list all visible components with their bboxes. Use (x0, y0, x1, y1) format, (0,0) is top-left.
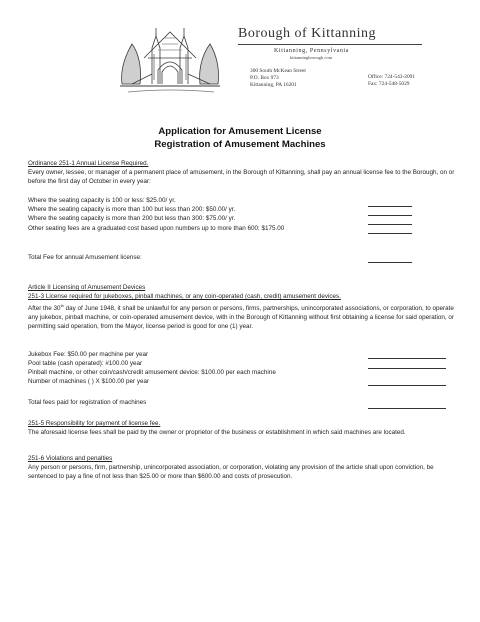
violations-section (28, 454, 458, 481)
article-section (28, 283, 458, 331)
letterhead (238, 26, 430, 60)
org-website: kittanningborough.com (290, 55, 333, 60)
responsibility-heading: 251-5 Responsibility for payment of license fee. (28, 420, 161, 427)
fee-blank[interactable] (368, 224, 412, 225)
org-name: Borough of Kittanning (238, 26, 377, 41)
violations-heading: 251-6 Violations and penalties (28, 455, 113, 462)
fee-blank[interactable] (368, 358, 446, 359)
responsibility-body: The aforesaid license fees shall be paid by the owner or proprietor of the business or establishment in which said machines are located. (28, 429, 406, 436)
total-fee-blank[interactable] (368, 262, 412, 263)
office-phone: Office: 724-543-2091 (368, 74, 416, 80)
contact-block (368, 74, 415, 88)
letterhead-rule (238, 44, 422, 45)
total-machines-blank[interactable] (368, 408, 446, 409)
fee-line: Other seating fees are a graduated cost based upon numbers up to more than 600: $175.00 (28, 225, 285, 232)
fee-blank[interactable] (368, 233, 412, 234)
fee-line: Pool table (cash operated): #100.00 year (28, 360, 143, 367)
fee-line: Number of machines ( ) X $100.00 per year (28, 378, 150, 385)
responsibility-section (28, 419, 458, 437)
document-title: Application for Amusement License (158, 126, 322, 137)
fee-line: Pinball machine, or other coin/cash/credit amusement device: $100.00 per each machine (28, 369, 276, 376)
fee-line: Where the seating capacity is 100 or less: $25.00/ yr. (28, 197, 176, 204)
fee-blank[interactable] (368, 215, 412, 216)
document-subtitle: Registration of Amusement Machines (154, 139, 326, 150)
ordinance-body: Every owner, lessee, or manager of a permanent place of amusement, in the Borough of Kittanning, shall pay an annual license fee to the Borough, on or before the first day of October in every year: (28, 169, 455, 185)
fee-line: Where the seating capacity is more than 100 but less than 200: $50.00/ yr. (28, 206, 236, 213)
fee-blank[interactable] (368, 206, 412, 207)
article-body-rest: day of June 1948, it shall be unlawful for any person or persons, firms, partnerships, unincorporated associations, or corporation, to operate any jukebox, pinball machine, or coin-operated amusement device, with in the Borough of Kittanning without first obtaining a license for said operation, or permitting said operation, from the Mayor, license period is good for one (1) year. (28, 305, 454, 331)
article-subheading: 251-3 License required for jukeboxes, pinball machines, or any coin-operated (cash, credit) amusement devices. (28, 293, 341, 300)
violations-body: Any person or persons, firm, partnership, unincorporated association, or corporation, violating any provision of the article shall upon conviction, be sentenced to pay a fine of not less than $25.00 or more than $600.00 and costs of prosecution. (28, 464, 434, 480)
article-heading: Article II Licensing of Amusement Devices (28, 284, 146, 291)
article-body (28, 301, 458, 331)
address-line: 300 South McKean Street (250, 68, 306, 74)
total-machines-label: Total fees paid for registration of machines (28, 399, 147, 406)
fee-blank[interactable] (368, 368, 446, 369)
fee-line: Jukebox Fee: $50.00 per machine per year (28, 351, 149, 358)
fee-line: Where the seating capacity is more than 200 but less than 300: $75.00/ yr. (28, 215, 236, 222)
article-body-start: After the 30 (28, 305, 61, 313)
article-body-sup: th (60, 303, 64, 308)
ordinance-heading: Ordinance 251-1 Annual License Required. (28, 160, 149, 167)
fax-number: Fax: 724-548-5029 (368, 80, 410, 87)
total-fee-label: Total Fee for annual Amusement license: (28, 254, 142, 261)
fee-blank[interactable] (368, 385, 446, 386)
address-line: P.O. Box 973 (250, 74, 279, 81)
gatehouse-sketch-icon (118, 14, 222, 106)
address-line: Kittanning, PA 16201 (250, 81, 297, 88)
address-block (250, 68, 306, 88)
org-subtitle: Kittanning, Pennsylvania (274, 48, 350, 54)
ordinance-section (28, 159, 458, 186)
